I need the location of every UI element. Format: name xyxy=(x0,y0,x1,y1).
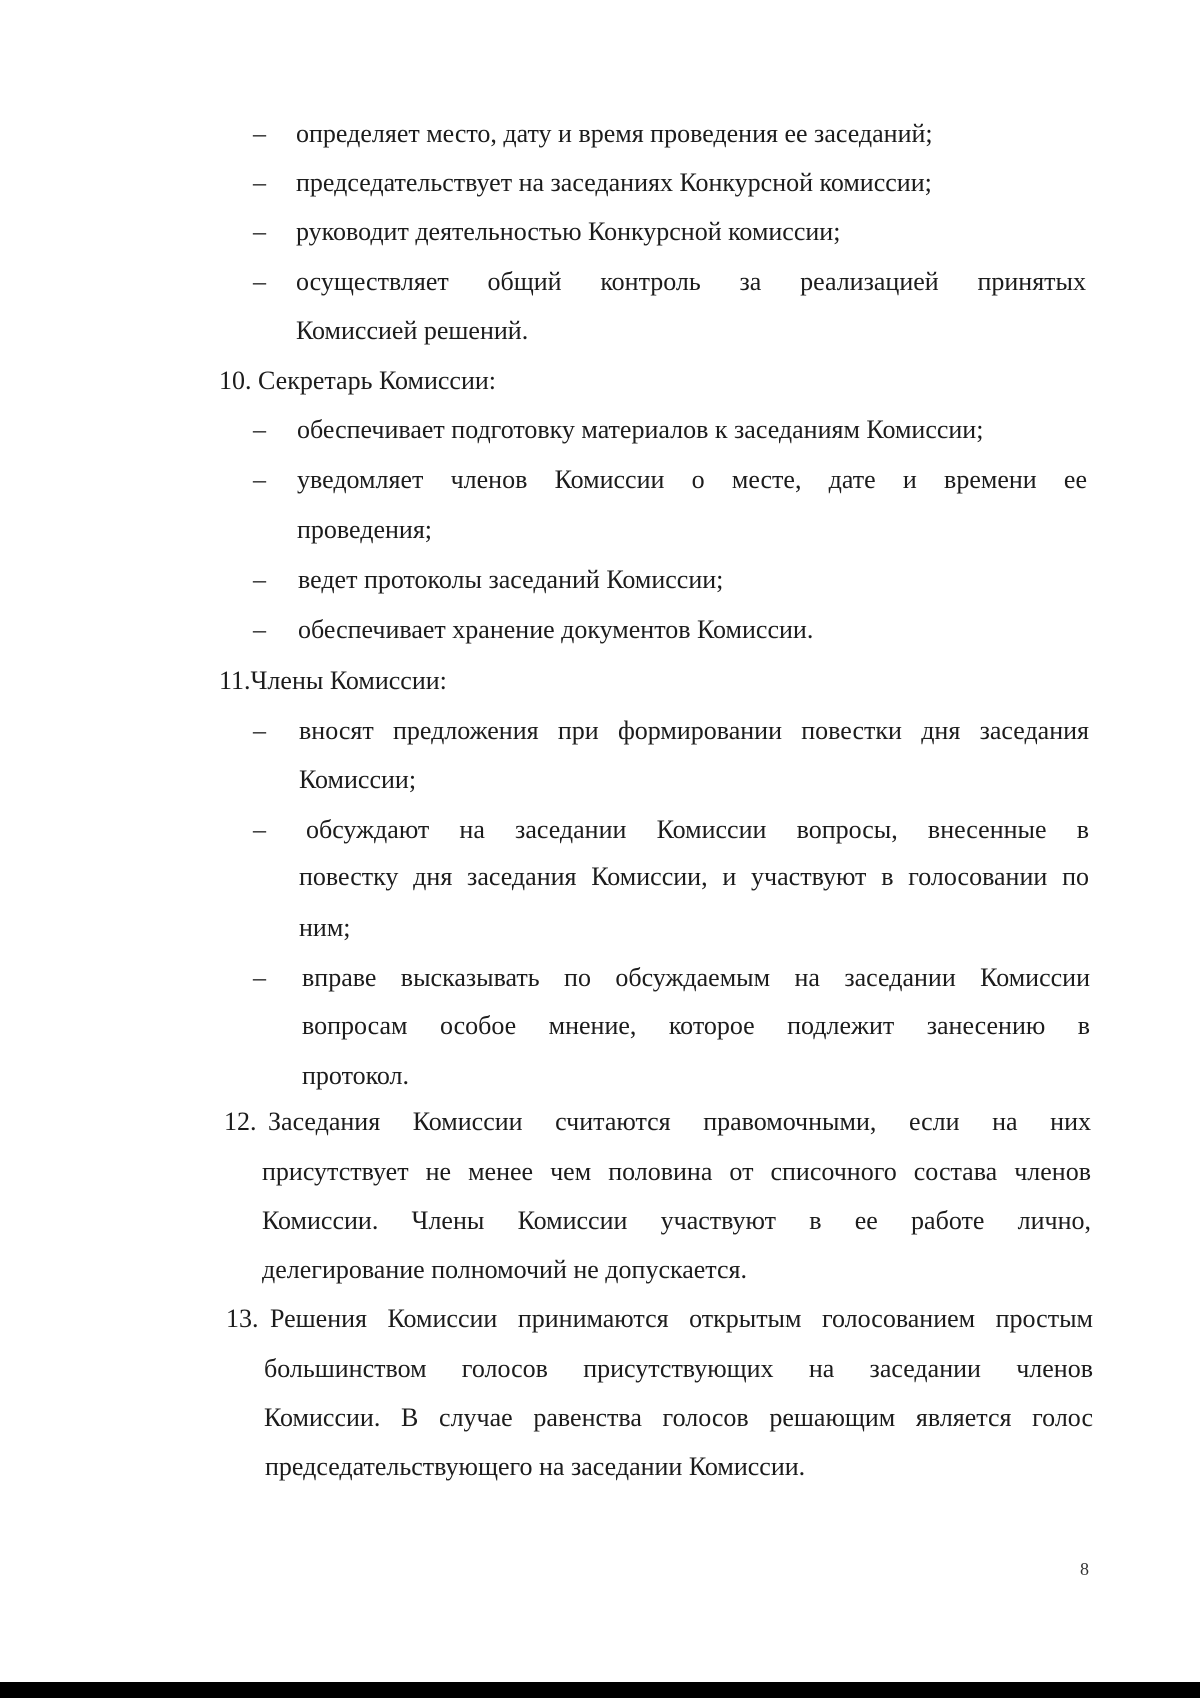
list-dash: – xyxy=(253,168,266,197)
list-dash: – xyxy=(253,119,266,148)
list-dash: – xyxy=(253,415,266,444)
paragraph-line: присутствует не менее чем половина от списочного состава членов xyxy=(262,1157,1091,1186)
list-item: председательствует на заседаниях Конкурсной комиссии; xyxy=(296,168,932,197)
list-item-line: Комиссии; xyxy=(299,765,417,794)
paragraph-line: Комиссии. В случае равенства голосов решающим является голос xyxy=(264,1403,1093,1432)
section-heading: 10. Секретарь Комиссии: xyxy=(219,366,496,395)
paragraph-line: делегирование полномочий не допускается. xyxy=(262,1255,747,1284)
list-item-line: вносят предложения при формировании повестки дня заседания xyxy=(299,716,1089,745)
list-item-line: вопросам особое мнение, которое подлежит занесению в xyxy=(302,1011,1090,1040)
list-dash: – xyxy=(253,815,266,844)
paragraph-line: Комиссии. Члены Комиссии участвуют в ее работе лично, xyxy=(262,1206,1091,1235)
list-item-line: вправе высказывать по обсуждаемым на заседании Комиссии xyxy=(302,963,1090,992)
list-dash: – xyxy=(253,615,266,644)
list-item: обеспечивает подготовку материалов к заседаниям Комиссии; xyxy=(297,415,984,444)
list-item-line: Комиссией решений. xyxy=(296,316,529,345)
section-heading: 11.Члены Комиссии: xyxy=(219,666,447,695)
list-dash: – xyxy=(253,963,266,992)
paragraph-line: председательствующего на заседании Комиссии. xyxy=(265,1452,806,1481)
list-item-line: обсуждают на заседании Комиссии вопросы, внесенные в xyxy=(306,815,1089,844)
list-dash: – xyxy=(253,267,266,296)
list-item: ведет протоколы заседаний Комиссии; xyxy=(298,565,724,594)
list-item-line: повестку дня заседания Комиссии, и участвуют в голосовании по xyxy=(299,862,1089,891)
list-item-line: ним; xyxy=(299,913,351,942)
list-item-line: проведения; xyxy=(297,515,433,544)
paragraph-line: Заседания Комиссии считаются правомочными, если на них xyxy=(268,1107,1091,1136)
list-item-line: осуществляет общий контроль за реализацией принятых xyxy=(296,267,1086,296)
section-number: 13. xyxy=(226,1304,259,1333)
list-dash: – xyxy=(253,465,266,494)
scan-border xyxy=(0,1682,1200,1698)
list-item: определяет место, дату и время проведения ее заседаний; xyxy=(296,119,933,148)
list-item: руководит деятельностью Конкурсной комиссии; xyxy=(296,217,841,246)
list-item-line: уведомляет членов Комиссии о месте, дате и времени ее xyxy=(297,465,1087,494)
list-item-line: протокол. xyxy=(302,1061,410,1090)
paragraph-line: Решения Комиссии принимаются открытым голосованием простым xyxy=(270,1304,1093,1333)
page-number: 8 xyxy=(1080,1559,1089,1579)
list-item: обеспечивает хранение документов Комиссии. xyxy=(298,615,814,644)
paragraph-line: большинством голосов присутствующих на заседании членов xyxy=(264,1354,1093,1383)
list-dash: – xyxy=(253,217,266,246)
section-number: 12. xyxy=(224,1107,257,1136)
list-dash: – xyxy=(253,716,266,745)
list-dash: – xyxy=(253,565,266,594)
